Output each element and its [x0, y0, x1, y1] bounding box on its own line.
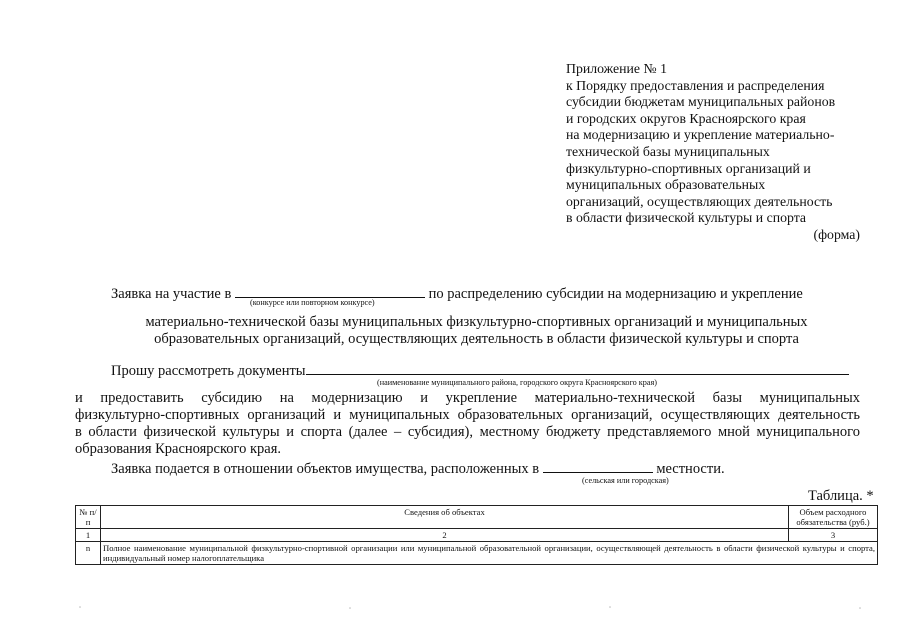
location-prefix: Заявка подается в отношении объектов имущества, расположенных в — [111, 461, 540, 477]
appendix-line: физкультурно-спортивных организаций и — [566, 160, 811, 176]
contest-type-field[interactable] — [235, 284, 425, 298]
table-row — [76, 542, 878, 565]
municipality-caption: (наименование муниципального района, городского округа Красноярского края) — [377, 378, 657, 387]
appendix-line: технической базы муниципальных — [566, 143, 770, 159]
column-number: 2 — [101, 529, 789, 542]
scan-artifact — [0, 604, 905, 612]
request-body-line: в области физической культуры и спорта (далее – субсидия), местному бюджету представляемого мной муниципального — [75, 424, 860, 440]
application-heading-line1 — [111, 284, 803, 303]
appendix-line: к Порядку предоставления и распределения — [566, 77, 825, 93]
appendix-line: на модернизацию и укрепление материально- — [566, 127, 835, 143]
locality-type-field[interactable] — [543, 459, 653, 473]
appendix-line: субсидии бюджетам муниципальных районов — [566, 94, 836, 110]
form-label: (форма) — [813, 226, 860, 242]
objects-table — [75, 505, 878, 565]
appendix-line: муниципальных образовательных — [566, 177, 766, 193]
request-prefix: Прошу рассмотреть документы — [111, 363, 306, 379]
appendix-title: Приложение № 1 — [566, 61, 668, 76]
application-heading-line2: материально-технической базы муниципальных физкультурно-спортивных организаций и муниципальных — [145, 314, 808, 330]
heading-suffix: по распределению субсидии на модернизацию и укрепление — [428, 286, 803, 302]
appendix-line: организаций, осуществляющих деятельность — [566, 193, 833, 209]
appendix-line: и городских округов Красноярского края — [566, 110, 806, 126]
municipality-name-field[interactable] — [306, 361, 849, 375]
contest-type-caption: (конкурсе или повторном конкурсе) — [250, 298, 375, 307]
heading-prefix: Заявка на участие в — [111, 286, 232, 302]
header-objects: Сведения об объектах — [101, 506, 789, 529]
request-body-line: и предоставить субсидию на модернизацию и укрепление материально-технической базы муниципальных — [75, 390, 860, 406]
header-number: № п/п — [76, 506, 101, 529]
header-amount: Объем расходного обязательства (руб.) — [789, 506, 878, 529]
column-number: 3 — [789, 529, 878, 542]
request-body-line: физкультурно-спортивных организаций и муниципальных образовательных организаций, осуществляющих деятельность — [75, 407, 860, 423]
row-description: Полное наименование муниципальной физкультурно-спортивной организации или муниципальной образовательной организации, осуществляющей деятельность в области физической культуры и спорта, индивидуальный номер налогоплательщика — [101, 542, 878, 565]
table-numbering-row — [76, 529, 878, 542]
table-header-row — [76, 506, 878, 529]
application-heading-line3: образовательных организаций, осуществляющих деятельность в области физической культуры и спорта — [154, 331, 799, 347]
locality-caption: (сельская или городская) — [582, 476, 669, 485]
appendix-block — [566, 61, 876, 244]
table-title: Таблица. * — [808, 488, 874, 504]
appendix-line: в области физической культуры и спорта — [566, 210, 807, 226]
request-body-last-line: образования Красноярского края. — [75, 441, 282, 457]
location-suffix: местности. — [656, 461, 725, 477]
row-number: n — [76, 542, 101, 565]
column-number: 1 — [76, 529, 101, 542]
